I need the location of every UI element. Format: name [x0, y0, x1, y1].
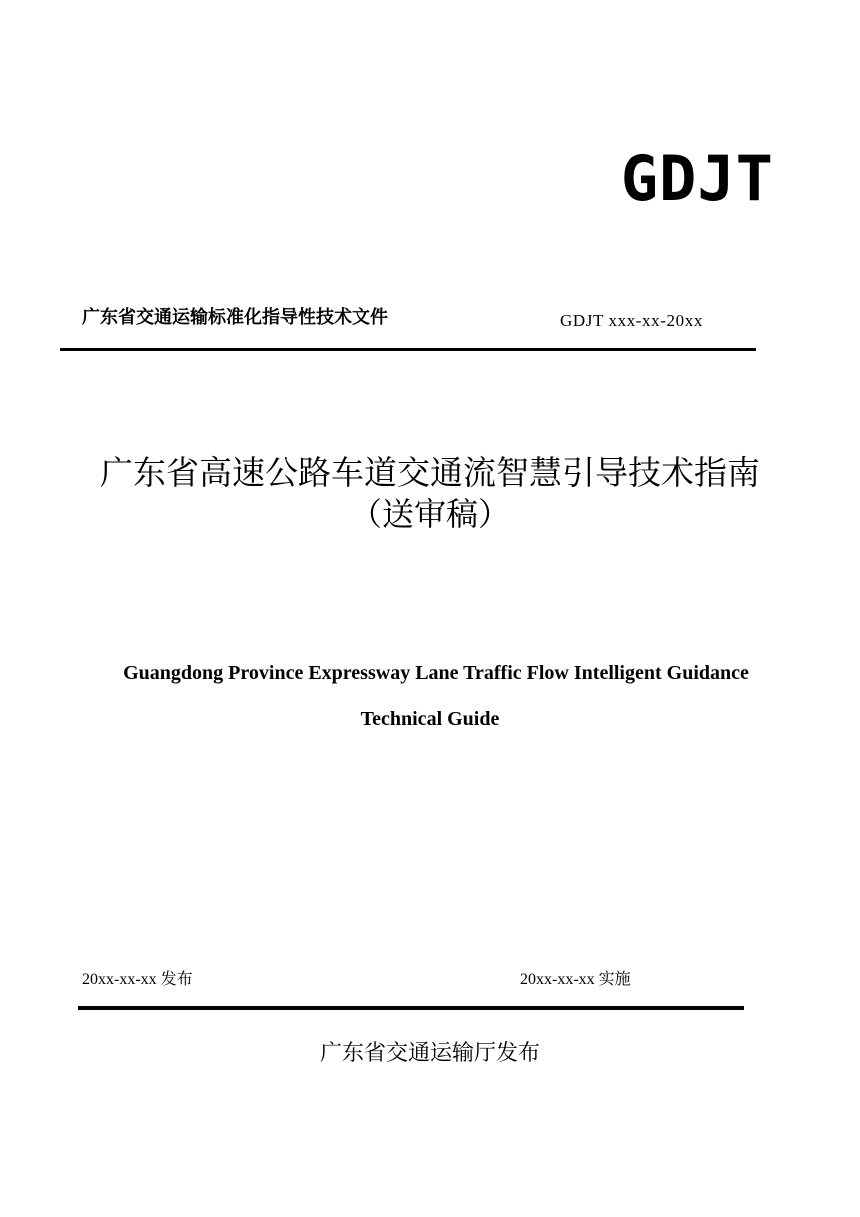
- document-title-english-line1: Guangdong Province Expressway Lane Traffic Flow Intelligent Guidance: [123, 662, 749, 684]
- header-divider: [60, 348, 756, 351]
- standard-logo: GDJT: [620, 142, 774, 215]
- document-category: 广东省交通运输标准化指导性技术文件: [82, 307, 388, 328]
- footer-divider: [78, 1006, 744, 1010]
- document-title-english-line2: Technical Guide: [360, 708, 500, 730]
- document-status: （送审稿）: [349, 495, 510, 533]
- publisher: 广东省交通运输厅发布: [319, 1041, 540, 1066]
- issue-date: 20xx-xx-xx 发布: [82, 971, 193, 988]
- effective-date: 20xx-xx-xx 实施: [520, 971, 631, 988]
- document-number: GDJT xxx-xx-20xx: [560, 311, 703, 330]
- document-title-chinese: 广东省高速公路车道交通流智慧引导技术指南: [100, 453, 760, 492]
